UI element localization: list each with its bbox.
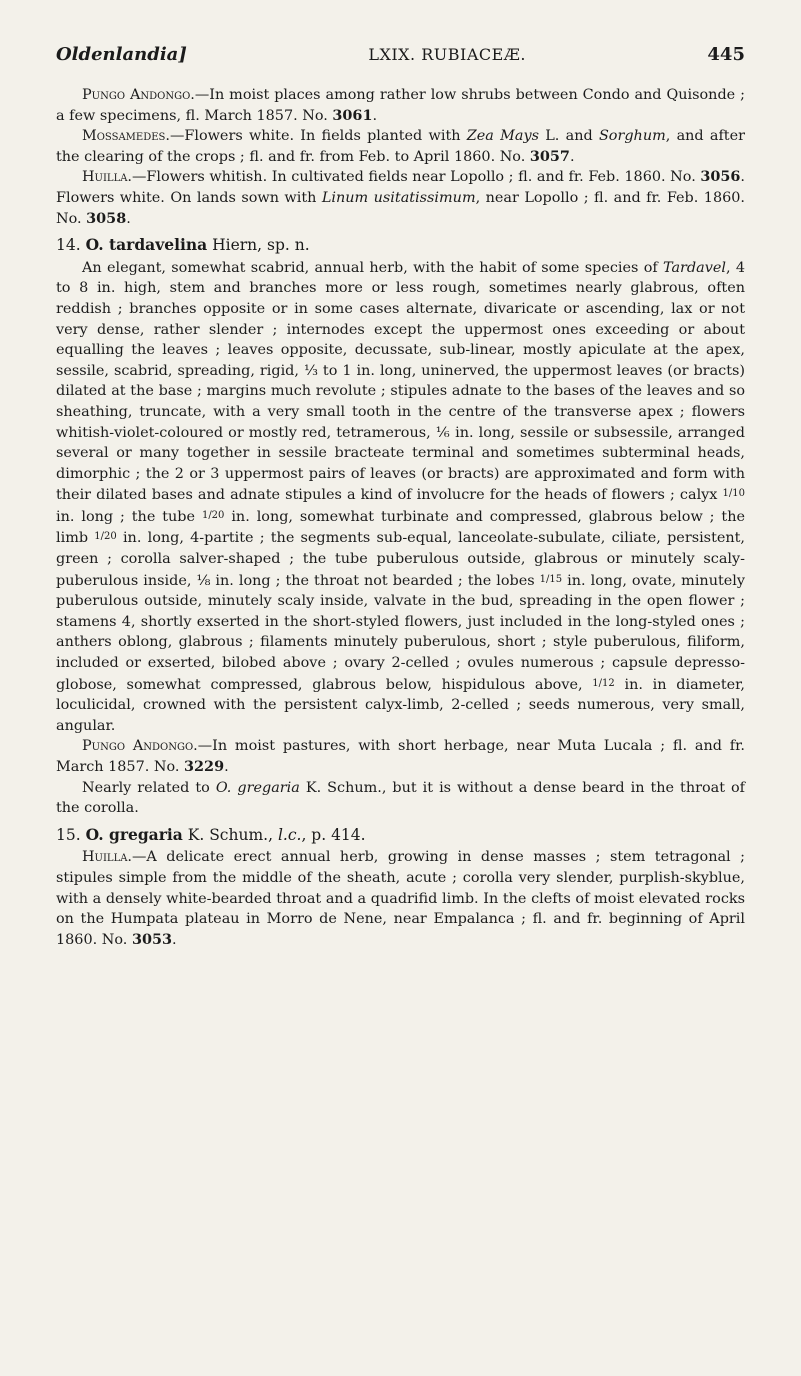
locality-pungo-andongo-1: Pungo Andongo.—In moist places among rather low shrubs between Condo and Quisonde ; a few specimens, fl. March 1857. No. 3061. xyxy=(56,87,745,124)
page-number: 445 xyxy=(707,44,745,65)
header-genus: Oldenlandia] xyxy=(56,44,187,65)
running-header xyxy=(56,44,745,65)
locality-pungo-andongo-2: Pungo Andongo.—In moist pastures, with short herbage, near Muta Lucala ; fl. and fr. March 1857. No. 3229. xyxy=(56,738,745,775)
species-note-14: Nearly related to O. gregaria K. Schum., but it is without a dense beard in the throat of the corolla. xyxy=(56,779,746,817)
species-heading-14: 14. O. tardavelina Hiern, sp. n. xyxy=(56,235,310,255)
locality-huilla-2: Huilla.—A delicate erect annual herb, growing in dense masses ; stem tetragonal ; stipules simple from the middle of the sheath, acute ; corolla very slender, purplish-skyblue, with a densely white-bearded throat and a quadrifid limb. In the clefts of moist elevated rocks on the Humpata plateau in Morro de Nene, near Empalanca ; fl. and fr. beginning of April 1860. No. 3053. xyxy=(56,849,745,948)
locality-mossamedes: Mossamedes.—Flowers white. In fields planted with Zea Mays L. and Sorghum, and after the clearing of the crops ; fl. and fr. from Feb. to April 1860. No. 3057. xyxy=(56,128,745,165)
species-description-14: An elegant, somewhat scabrid, annual herb, with the habit of some species of Tardavel, 4 to 8 in. high, stem and branches more or less rough, sometimes nearly glabrous, often reddish ; branches opposite or in some cases alternate, divaricate or ascending, lax or not very dense, rather slender ; internodes except the uppermost ones exceeding or about equalling the leaves ; leaves opposite, decussate, sub-linear, mostly apiculate at the apex, sessile, scabrid, spreading, rigid, ⅓ to 1 in. long, uninerved, the uppermost leaves (or bracts) dilated at the base ; margins much revolute ; stipules adnate to the bases of the leaves and so sheathing, truncate, with a very small tooth in the centre of the transverse apex ; flowers whitish-violet-coloured or mostly red, tetramerous, ⅙ in. long, sessile or subsessile, arranged several or many together in sessile bracteate terminal and sometimes subterminal heads, dimorphic ; the 2 or 3 uppermost pairs of leaves (or bracts) are approximated and form with their dilated bases and adnate stipules a kind of involucre for the heads of flowers ; calyx $^{1/10}$ in. long ; the tube $^{1/20}$ in. long, somewhat turbinate and compressed, glabrous below ; the limb $^{1/20}$ in. long, 4-partite ; the segments sub-equal, lanceolate-subulate, ciliate, persistent, green ; corolla salver-shaped ; the tube puberulous outside, glabrous or minutely scaly-puberulous inside, ⅛ in. long ; the throat not bearded ; the lobes $^{1/15}$ in. long, ovate, minutely puberulous outside, minutely scaly inside, valvate in the bud, spreading in the open flower ; stamens 4, shortly exserted in the short-styled flowers, just included in the long-styled ones ; anthers oblong, glabrous ; filaments minutely puberulous, short ; style puberulous, filiform, included or exserted, bilobed above ; ovary 2-celled ; ovules numerous ; capsule depresso-globose, somewhat compressed, glabrous below, hispidulous above, $^{1/12}$ in. in diameter, loculicidal, crowned with the persistent calyx-limb, 2-celled ; seeds numerous, very small, angular. xyxy=(56,259,745,734)
species-heading-15: 15. O. gregaria K. Schum., l.c., p. 414. xyxy=(56,824,366,844)
header-family: LXIX. RUBIACEÆ. xyxy=(368,45,526,64)
locality-huilla-1: Huilla.—Flowers whitish. In cultivated fields near Lopollo ; fl. and fr. Feb. 1860. No. 3056. Flowers white. On lands sown with Linum usitatissimum, near Lopollo ; fl. and fr. Feb. 1860. No. 3058. xyxy=(56,168,745,227)
